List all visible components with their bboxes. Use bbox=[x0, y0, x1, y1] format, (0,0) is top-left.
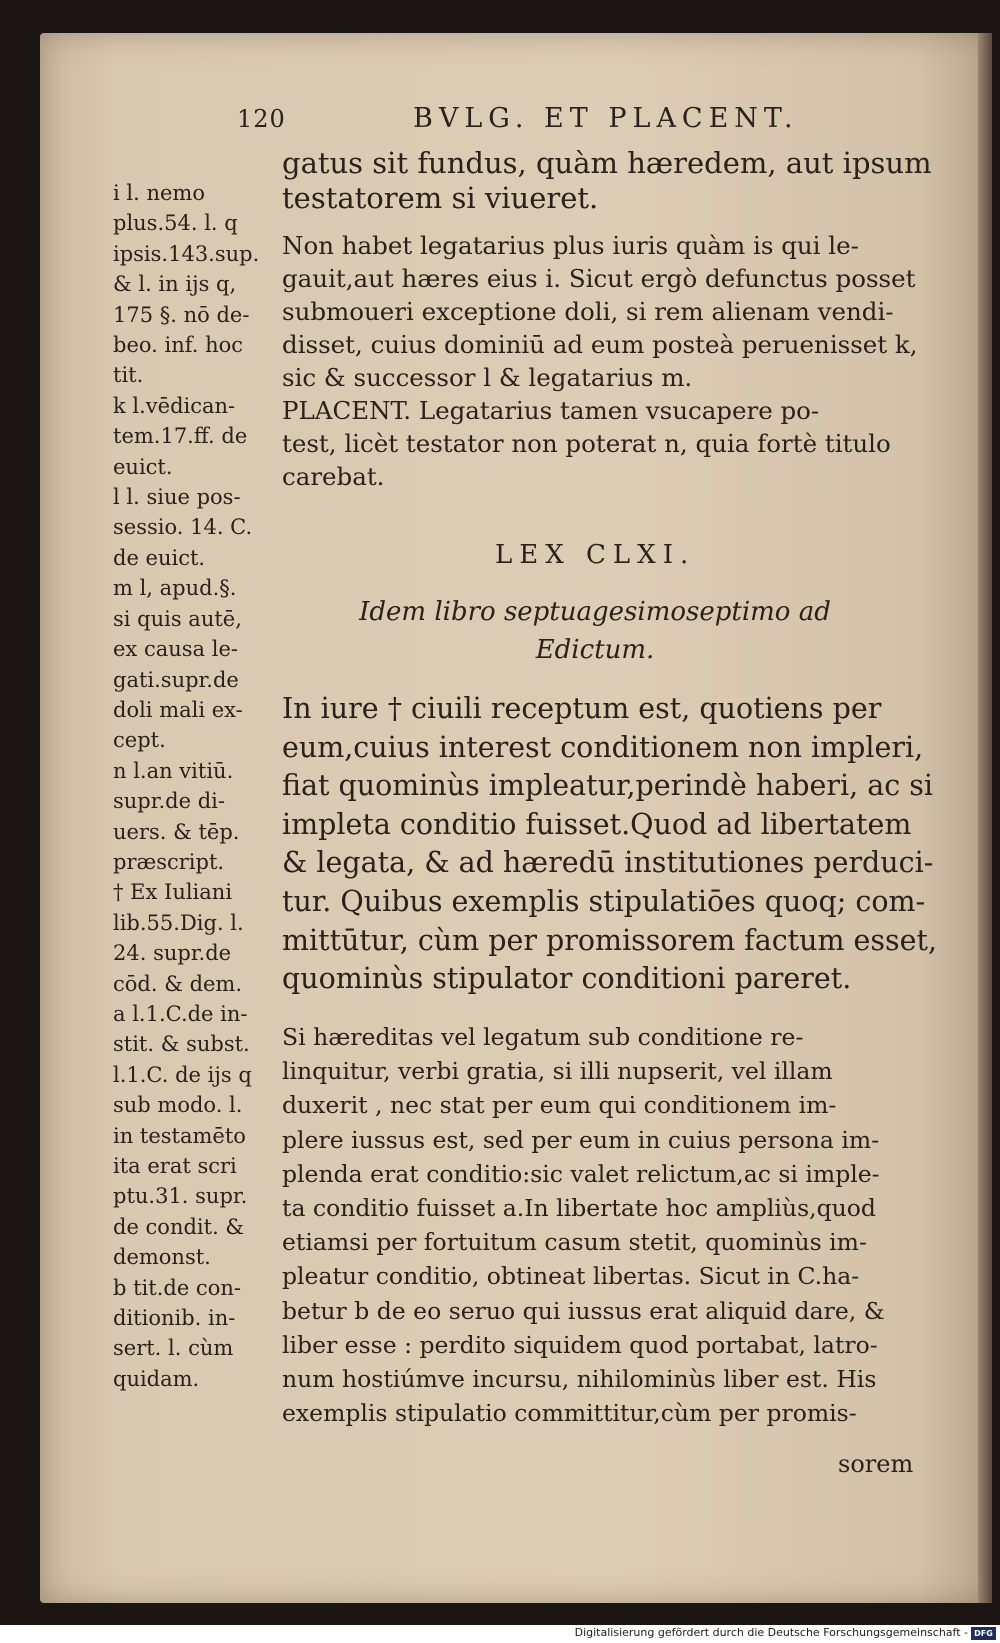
text-line: duxerit , nec stat per eum qui conditionem im- bbox=[282, 1091, 837, 1120]
margin-note-line: ita erat scri bbox=[113, 1154, 237, 1178]
margin-note-line: l l. siue pos- bbox=[113, 485, 241, 510]
text-line: testatorem si viueret. bbox=[282, 181, 599, 215]
text-line: etiamsi per fortuitum casum stetit, quominùs im- bbox=[282, 1228, 867, 1257]
text-block-continuation bbox=[282, 146, 932, 216]
text-line: eum,cuius interest conditionem non impleri, bbox=[282, 730, 924, 764]
rubric-line: Idem libro septuagesimoseptimo ad bbox=[359, 597, 831, 627]
margin-note-line: 175 §. nō de- bbox=[113, 302, 250, 327]
text-line: gauit,aut hæres eius i. Sicut ergò defunctus posset bbox=[282, 264, 916, 293]
margin-note-line: ipsis.143.sup. bbox=[113, 241, 260, 266]
text-line: Si hæreditas vel legatum sub conditione re- bbox=[282, 1023, 804, 1051]
margin-note-line: k l.vēdican- bbox=[113, 393, 236, 418]
digitization-footer bbox=[0, 1625, 1000, 1643]
margin-note-line: euict. bbox=[113, 454, 173, 479]
margin-note-line: ditionib. in- bbox=[113, 1306, 236, 1331]
lex-rubric bbox=[300, 593, 890, 669]
footer-credit: Digitalisierung gefördert durch die Deutsche Forschungsgemeinschaft - bbox=[574, 1626, 968, 1639]
text-line: mittūtur, cùm per promissorem factum esset, bbox=[282, 923, 938, 957]
margin-note-line: in testamēto bbox=[113, 1123, 246, 1148]
margin-note-line: b tit.de con- bbox=[113, 1275, 241, 1300]
text-line: & legata, & ad hæredū institutiones perduci- bbox=[282, 846, 934, 880]
margin-notes bbox=[113, 178, 283, 1394]
margin-note-line: n l.an vitiū. bbox=[113, 758, 234, 783]
lex-heading: LEX CLXI. bbox=[495, 540, 696, 570]
margin-note-line: quidam. bbox=[113, 1366, 200, 1391]
margin-note-line: gati.supr.de bbox=[113, 667, 239, 692]
text-line: linquitur, verbi gratia, si illi nupserit, vel illam bbox=[282, 1057, 833, 1086]
text-block-commentary bbox=[282, 1020, 885, 1430]
margin-note-line: beo. inf. hoc bbox=[113, 333, 244, 358]
text-line: quominùs stipulator conditioni pareret. bbox=[282, 962, 852, 996]
margin-note-line: tit. bbox=[113, 363, 144, 388]
margin-note-line: stit. & subst. bbox=[113, 1032, 250, 1057]
margin-note-line: a l.1.C.de in- bbox=[113, 1001, 248, 1026]
margin-note-line: ptu.31. supr. bbox=[113, 1184, 248, 1209]
text-line: fiat quominùs impleatur,perindè haberi, ac si bbox=[282, 769, 933, 803]
margin-note-line: sert. l. cùm bbox=[113, 1336, 234, 1361]
margin-note-line: sub modo. l. bbox=[113, 1093, 243, 1118]
margin-note-line: 24. supr.de bbox=[113, 941, 232, 966]
catchword: sorem bbox=[838, 1450, 914, 1478]
text-line: exemplis stipulatio committitur,cùm per promis- bbox=[282, 1399, 857, 1428]
text-line: disset, cuius dominiū ad eum posteà peruenisset k, bbox=[282, 330, 918, 359]
running-title: BVLG. ET PLACENT. bbox=[413, 103, 799, 134]
text-line: liber esse : perdito siquidem quod portabat, latro- bbox=[282, 1330, 878, 1359]
margin-note-line: si quis autē, bbox=[113, 606, 242, 631]
margin-note-line: præscript. bbox=[113, 849, 225, 874]
rubric-line: Edictum. bbox=[535, 635, 655, 665]
text-line: carebat. bbox=[282, 462, 385, 491]
text-line: impleta conditio fuisset.Quod ad libertatem bbox=[282, 807, 912, 841]
margin-note-line: demonst. bbox=[113, 1245, 211, 1270]
margin-note-line: cept. bbox=[113, 728, 166, 753]
text-line: num hostiúmve incursu, nihilominùs liber est. His bbox=[282, 1365, 877, 1394]
margin-note-line: cōd. & dem. bbox=[113, 971, 243, 996]
dfg-logo: DFG bbox=[971, 1627, 996, 1640]
text-line: pleatur conditio, obtineat libertas. Sicut in C.ha- bbox=[282, 1262, 860, 1291]
text-line: tur. Quibus exemplis stipulatiōes quoq; com- bbox=[282, 884, 926, 918]
margin-note-line: sessio. 14. C. bbox=[113, 515, 253, 540]
margin-note-line: uers. & tēp. bbox=[113, 819, 240, 844]
text-block-legatarius bbox=[282, 229, 918, 493]
margin-note-line: lib.55.Dig. l. bbox=[113, 910, 244, 935]
text-block-lex-main bbox=[282, 690, 937, 999]
margin-note-line: i l. nemo bbox=[113, 181, 205, 205]
margin-note-line: de condit. & bbox=[113, 1214, 245, 1239]
text-line: test, licèt testator non poterat n, quia fortè titulo bbox=[282, 429, 891, 458]
text-line: submoueri exceptione doli, si rem alienam vendi- bbox=[282, 297, 894, 326]
margin-note-line: † Ex Iuliani bbox=[113, 880, 233, 905]
text-line: PLACENT. Legatarius tamen vsucapere po- bbox=[282, 396, 820, 425]
text-line: In iure † ciuili receptum est, quotiens per bbox=[282, 692, 882, 725]
margin-note-line: supr.de di- bbox=[113, 789, 225, 814]
margin-note-line: de euict. bbox=[113, 545, 206, 570]
margin-note-line: doli mali ex- bbox=[113, 697, 243, 722]
margin-note-line: & l. in ijs q, bbox=[113, 272, 237, 297]
text-line: sic & successor l & legatarius m. bbox=[282, 363, 693, 392]
margin-note-line: m l, apud.§. bbox=[113, 576, 237, 601]
page-number: 120 bbox=[237, 105, 286, 133]
page-edge bbox=[978, 33, 992, 1603]
margin-note-line: ex causa le- bbox=[113, 637, 238, 662]
text-line: ta conditio fuisset a.In libertate hoc ampliùs,quod bbox=[282, 1194, 876, 1223]
text-line: gatus sit fundus, quàm hæredem, aut ipsum bbox=[282, 146, 932, 180]
text-line: betur b de eo seruo qui iussus erat aliquid dare, & bbox=[282, 1296, 885, 1325]
margin-note-line: tem.17.ff. de bbox=[113, 424, 248, 449]
text-line: Non habet legatarius plus iuris quàm is qui le- bbox=[282, 231, 859, 260]
text-line: plenda erat conditio:sic valet relictum,ac si imple- bbox=[282, 1159, 880, 1188]
text-line: plere iussus est, sed per eum in cuius persona im- bbox=[282, 1125, 880, 1154]
margin-note-line: l.1.C. de ijs q bbox=[113, 1062, 252, 1087]
margin-note-line: plus.54. l. q bbox=[113, 211, 238, 236]
